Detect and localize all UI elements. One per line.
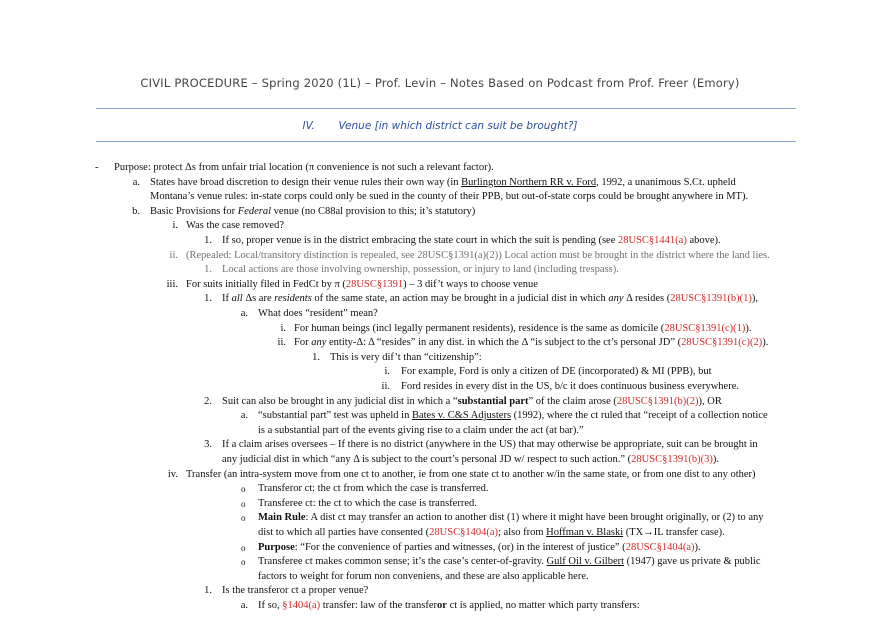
citizenship-line: This is very dif’t than “citizenship”: — [330, 351, 482, 363]
list-marker: ii. — [277, 337, 286, 349]
item-1a-line: What does “resident” mean? — [258, 308, 378, 319]
purpose-line: Purpose: protect Δs from unfair trial location (π convenience is not such a relevant factor). — [114, 162, 494, 173]
transferor-line: Transferor ct: the ct from which the case is transferred. — [258, 483, 489, 495]
case-gulf-oil: Gulf Oil v. Gilbert — [546, 556, 625, 568]
purpose-transfer-line: Purpose: “For the convenience of parties and witnesses, (or) in the interest of justice” (28USC§1404(a)). — [258, 541, 701, 553]
section-number: IV. — [302, 120, 315, 132]
para-b-line: Basic Provisions for Federal venue (no C88al provision to this; it’s statutory) — [150, 205, 476, 217]
item-iii-3-line1: If a claim arises oversees – If there is no district (anywhere in the US) that may otherwise be appropriate, suit can be brought in — [222, 439, 758, 451]
list-marker: 1. — [204, 293, 212, 305]
statute-cite: §1404(a) — [282, 600, 321, 611]
bullet-icon: o — [241, 498, 246, 509]
para-a-line1: States have broad discretion to design their venue rules their own way (in Burlington Northern RR v. Ford, 1992, a unanimous S.Ct. upheld — [150, 176, 736, 188]
list-marker: 3. — [204, 439, 212, 451]
bullet-icon: o — [241, 513, 246, 524]
transferor-proper-line: Is the transferor ct a proper venue? — [222, 585, 369, 597]
list-marker: b. — [132, 205, 140, 217]
statute-cite: 28USC§1391 — [345, 278, 404, 290]
statute-cite: 28USC§1391(b)(2) — [616, 395, 699, 407]
page-header: CIVIL PROCEDURE – Spring 2020 (1L) – Prof. Levin – Notes Based on Podcast from Prof. Freer (Emory) — [140, 76, 740, 90]
statute-cite: 28USC§1441(a) — [617, 235, 687, 246]
item-1ai-line: For human beings (incl legally permanent residents), residence is the same as domicile (28USC§1391(c)(1)). — [294, 322, 752, 334]
item-iii-line: For suits initially filed in FedCt by π (28USC§1391) – 3 dif’t ways to choose venue — [186, 278, 538, 290]
ford-resides-line: Ford resides in every dist in the US, b/c it does continuous business everywhere. — [401, 381, 739, 392]
bullet-icon: o — [241, 542, 246, 553]
list-marker: iv. — [167, 468, 178, 480]
list-marker: i. — [384, 366, 390, 378]
list-marker: - — [95, 162, 99, 173]
transferee-line: Transferee ct: the ct to which the case is transferred. — [258, 497, 477, 509]
item-ii-1-line: Local actions are those involving ownership, possession, or injury to land (including trespass). — [222, 264, 619, 276]
list-marker: i. — [172, 220, 178, 232]
case-hoffman: Hoffman v. Blaski — [546, 527, 624, 538]
main-rule-line2: dist to which all parties have consented (28USC§1404(a); also from Hoffman v. Blaski (TX→IL transfer case). — [258, 527, 725, 538]
statute-cite: 28USC§1391(b)(3) — [631, 454, 713, 465]
list-marker: a. — [132, 176, 140, 188]
statute-cite: 28USC§1391(b)(1) — [670, 293, 752, 305]
list-marker: 1. — [204, 264, 212, 276]
list-marker: 2. — [204, 395, 212, 407]
header-rule-bottom — [96, 141, 796, 142]
list-marker: 1. — [204, 235, 212, 246]
case-bates: Bates v. C&S Adjusters — [411, 410, 512, 422]
item-ii-line: (Repealed: Local/transitory distinction is repealed, see 28USC§1391(a)(2)) Local action must be brought in the district where the land lies. — [186, 249, 770, 261]
header-rule-top — [96, 108, 796, 109]
item-iii-2-line: Suit can also be brought in any judicial dist in which a “substantial part” of the claim arose (28USC§1391(b)(2)), OR — [222, 395, 722, 407]
case-burlington: Burlington Northern RR v. Ford — [461, 176, 597, 188]
para-a-line2: Montana’s venue rules: in-state corps could only be sued in the county of their PPB, but out-of-state corps could be brought anywhere in MT). — [150, 191, 749, 203]
list-marker: a. — [240, 600, 248, 611]
bullet-icon: o — [241, 484, 246, 495]
list-marker: a. — [240, 308, 248, 319]
gulf-oil-line1: Transferee ct makes common sense; it’s the case’s center-of-gravity. Gulf Oil v. Gilbert (1947) gave us private & public — [258, 556, 761, 568]
list-marker: a. — [240, 410, 248, 422]
statute-cite: 28USC§1404(a) — [429, 527, 499, 538]
statute-cite: 28USC§1391(c)(1) — [664, 322, 746, 334]
list-marker: ii. — [381, 381, 390, 392]
list-marker: 1. — [204, 585, 212, 597]
main-rule-line1: Main Rule: A dist ct may transfer an action to another dist (1) where it might have been brought originally, or (2) to any — [258, 512, 764, 524]
bates-line2: is a substantial part of the events giving rise to a claim under the act (at bar).” — [258, 424, 584, 436]
section-heading — [0, 120, 880, 132]
item-1aii-line: For any entity-Δ: Δ “resides” in any dist. in which the Δ “is subject to the ct’s personal JD” (28USC§1391(c)(2)). — [294, 337, 769, 349]
bullet-icon: o — [241, 557, 246, 568]
ford-example-line: For example, Ford is only a citizen of DE (incorporated) & MI (PPB), but — [401, 366, 712, 378]
list-marker: i. — [280, 322, 286, 334]
statute-cite: 28USC§1404(a) — [625, 541, 695, 553]
section-title: Venue [in which district can suit be brought?] — [338, 120, 578, 132]
bates-line1: “substantial part” test was upheld in Bates v. C&S Adjusters (1992), where the ct ruled that “receipt of a collection notice — [258, 410, 768, 422]
list-marker: ii. — [169, 249, 178, 261]
item-iv-line: Transfer (an intra-system move from one ct to another, ie from one state ct to another w/in the same state, or from one dist to any other) — [186, 468, 756, 480]
transfer-law-line: If so, §1404(a) transfer: law of the transferor ct is applied, no matter which party transfers: — [258, 600, 640, 611]
item-i-1-line: If so, proper venue is in the district embracing the state court in which the suit is pending (see 28USC§1441(a) above). — [222, 235, 721, 246]
list-marker: 1. — [312, 351, 320, 363]
item-i-line: Was the case removed? — [186, 220, 284, 232]
item-iii-3-line2: any judicial dist in which “any Δ is subject to the court’s personal JD w/ respect to such action.” (28USC§1391(b)(3)). — [222, 454, 719, 465]
list-marker: iii. — [166, 278, 178, 290]
gulf-oil-line2: factors to weight for forum non conveniens, and these are also applicable here. — [258, 570, 589, 582]
item-iii-1-line: If all Δs are residents of the same state, an action may be brought in a judicial dist in which any Δ resides (28USC§1391(b)(1)), — [222, 293, 759, 305]
statute-cite: 28USC§1391(c)(2) — [681, 337, 763, 349]
